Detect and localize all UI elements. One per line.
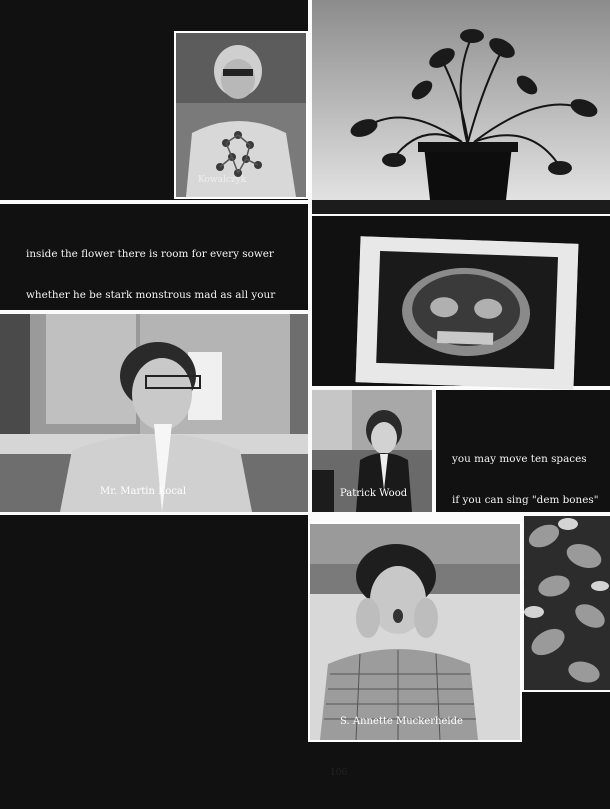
photo-patrick-wood [312, 390, 432, 512]
photo-xray-skull [356, 236, 579, 390]
poem-line: you may move ten spaces [452, 453, 587, 466]
bottom-strip-black-panel [0, 742, 610, 809]
poem-line: if you can sing "dem bones" [452, 493, 599, 506]
photo-annette-muckerheide [308, 522, 522, 742]
photo-woman-molecule-art [176, 33, 306, 197]
photo-potted-plant [312, 0, 610, 214]
caption-top-woman: Kowalczyk [198, 175, 247, 185]
caption-annette-muckerheide: S. Annette Muckerheide [340, 716, 463, 727]
photo-martin-kocal-art [0, 314, 308, 512]
photo-leaves [524, 516, 610, 690]
bottom-left-black-panel [0, 515, 308, 742]
photo-annette-muckerheide-art [310, 524, 520, 740]
poem-line: whether he be stark monstrous mad as all your [26, 288, 276, 301]
caption-martin-kocal: Mr. Martin Kocal [100, 486, 187, 497]
photo-xray-skull-art [356, 236, 579, 390]
bottom-right-black-panel [522, 692, 610, 742]
photo-woman-molecule [174, 31, 308, 199]
page-number: 106 [330, 768, 348, 778]
photo-potted-plant-art [312, 0, 610, 214]
photo-martin-kocal [0, 314, 308, 512]
photo-leaves-art [524, 516, 610, 690]
poem-line: inside the flower there is room for every sower [26, 248, 274, 261]
caption-patrick-wood: Patrick Wood [340, 488, 408, 499]
